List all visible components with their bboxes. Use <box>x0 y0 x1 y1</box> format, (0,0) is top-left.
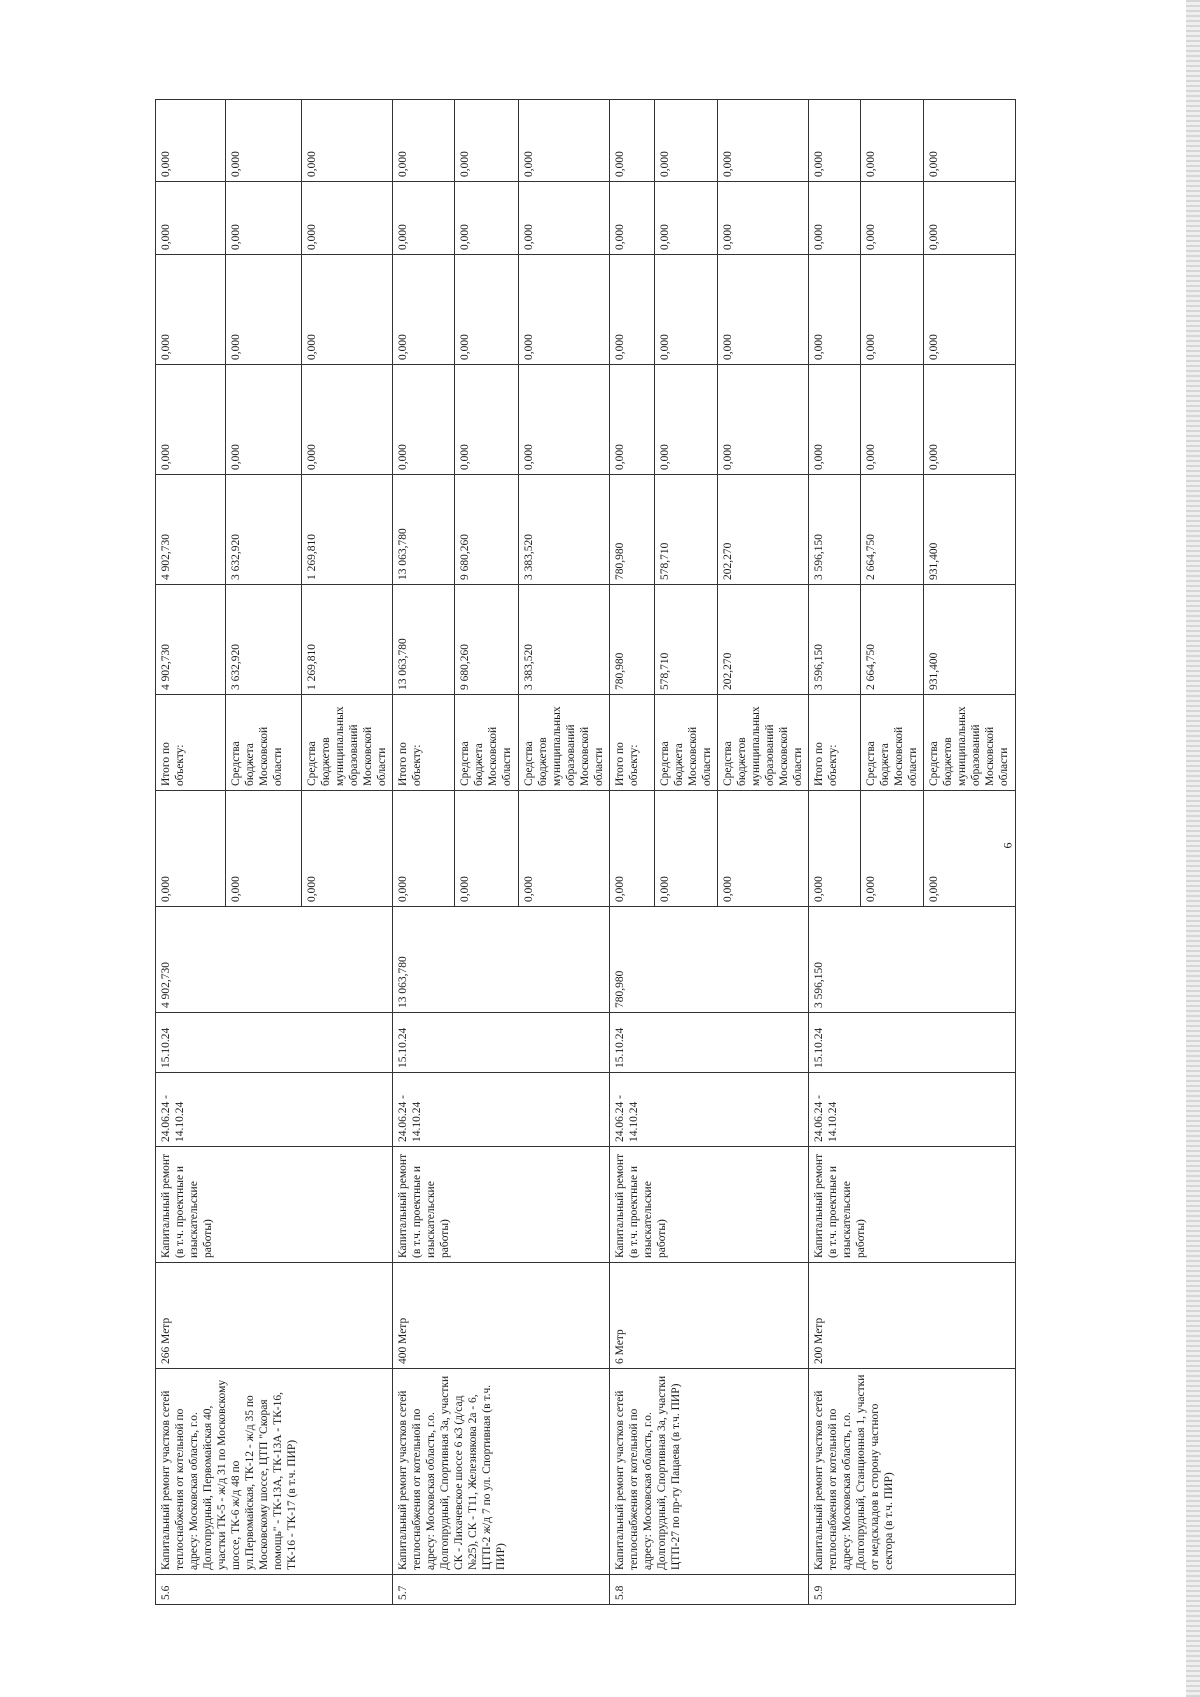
year-2: 0,000 <box>226 365 302 475</box>
object-name: Капитальный ремонт участков сетей теплоснабжения от котельной по адресу: Московская область, г.о. Долгопрудный, Станционная 1, участки от медскладов в сторону частного сектора (в т.ч. ПИР) <box>809 1369 1015 1575</box>
year-3: 0,000 <box>519 255 610 365</box>
year-4: 0,000 <box>156 182 226 255</box>
funding-source: Средства бюджетов муниципальных образований Московской области <box>302 695 393 791</box>
funding-source: Средства бюджетов муниципальных образований Московской области <box>718 695 809 791</box>
year-4: 0,000 <box>455 182 519 255</box>
page-number: 6 <box>1000 842 1015 849</box>
row-number: 5.9 <box>809 1575 1015 1605</box>
objects-table <box>155 99 1016 1605</box>
funded: 0,000 <box>861 791 924 907</box>
object-name: Капитальный ремонт участков сетей теплоснабжения от котельной по адресу: Московская область, г.о. Долгопрудный, Спортивная 3а, участки СК - Лихачевское шоссе 6 к3 (д/сад №25), СК - Т11, Железнякова 2а - 6, ЦТП-2 ж/д 7 по ул. Спортивная (в т.ч. ПИР) <box>393 1369 610 1575</box>
funded: 0,000 <box>610 791 655 907</box>
funding-source: Итого по объекту: <box>610 695 655 791</box>
total: 2 664,750 <box>861 585 924 695</box>
year-2: 0,000 <box>718 365 809 475</box>
year-5: 0,000 <box>610 100 655 182</box>
commission-date: 15.10.24 <box>809 1013 1015 1073</box>
funded: 0,000 <box>156 791 226 907</box>
funded: 0,000 <box>809 791 861 907</box>
year-2: 0,000 <box>861 365 924 475</box>
year-4: 0,000 <box>924 182 1015 255</box>
commission-date: 15.10.24 <box>610 1013 809 1073</box>
year-1: 13 063,780 <box>393 475 455 585</box>
year-1: 2 664,750 <box>861 475 924 585</box>
funded: 0,000 <box>226 791 302 907</box>
cost: 780,980 <box>610 907 809 1013</box>
year-5: 0,000 <box>455 100 519 182</box>
funded: 0,000 <box>455 791 519 907</box>
year-3: 0,000 <box>156 255 226 365</box>
year-3: 0,000 <box>861 255 924 365</box>
cost: 13 063,780 <box>393 907 610 1013</box>
year-1: 9 680,260 <box>455 475 519 585</box>
year-3: 0,000 <box>302 255 393 365</box>
total: 9 680,260 <box>455 585 519 695</box>
year-5: 0,000 <box>519 100 610 182</box>
cost: 3 596,150 <box>809 907 1015 1013</box>
year-1: 202,270 <box>718 475 809 585</box>
work-period: 24.06.24 - 14.10.24 <box>393 1073 610 1147</box>
year-5: 0,000 <box>393 100 455 182</box>
total: 3 383,520 <box>519 585 610 695</box>
commission-date: 15.10.24 <box>156 1013 393 1073</box>
year-2: 0,000 <box>302 365 393 475</box>
year-1: 3 596,150 <box>809 475 861 585</box>
object-name: Капитальный ремонт участков сетей теплоснабжения от котельной по адресу: Московская область, г.о. Долгопрудный, Спортивная 3а, участки ЦТП-27 по пр-ту Пацаева (в т.ч. ПИР) <box>610 1369 809 1575</box>
funded: 0,000 <box>655 791 718 907</box>
scan-edge <box>1186 0 1200 1697</box>
row-number: 5.8 <box>610 1575 809 1605</box>
year-3: 0,000 <box>455 255 519 365</box>
total: 3 632,920 <box>226 585 302 695</box>
year-1: 931,400 <box>924 475 1015 585</box>
year-3: 0,000 <box>718 255 809 365</box>
year-1: 3 632,920 <box>226 475 302 585</box>
total: 3 596,150 <box>809 585 861 695</box>
total: 1 269,810 <box>302 585 393 695</box>
object-name: Капитальный ремонт участков сетей теплоснабжения от котельной по адресу: Московская область, г.о. Долгопрудный, Первомайская 40, участки ТК-5 - ж/д 31 по Московскому шоссе, ТК-6 ж/д 48 по ул.Первомайская, ТК-12 - ж/д 35 по Московскому шоссе, ЦТП "Скорая помощь" - ТК-13А, ТК-13А - ТК-16, ТК-16 - ТК-17 (в т.ч. ПИР) <box>156 1369 393 1575</box>
year-2: 0,000 <box>455 365 519 475</box>
year-3: 0,000 <box>226 255 302 365</box>
year-2: 0,000 <box>156 365 226 475</box>
year-5: 0,000 <box>156 100 226 182</box>
capacity: 400 Метр <box>393 1263 610 1369</box>
year-3: 0,000 <box>809 255 861 365</box>
funding-source: Итого по объекту: <box>809 695 861 791</box>
year-4: 0,000 <box>519 182 610 255</box>
year-4: 0,000 <box>226 182 302 255</box>
year-4: 0,000 <box>610 182 655 255</box>
funding-source: Итого по объекту: <box>393 695 455 791</box>
work-period: 24.06.24 - 14.10.24 <box>156 1073 393 1147</box>
year-5: 0,000 <box>924 100 1015 182</box>
year-1: 578,710 <box>655 475 718 585</box>
total: 13 063,780 <box>393 585 455 695</box>
year-1: 1 269,810 <box>302 475 393 585</box>
year-4: 0,000 <box>718 182 809 255</box>
year-2: 0,000 <box>809 365 861 475</box>
funded: 0,000 <box>924 791 1015 907</box>
funding-source: Средства бюджетов муниципальных образований Московской области <box>519 695 610 791</box>
funding-source: Итого по объекту: <box>156 695 226 791</box>
rotated-table-wrapper <box>155 100 1011 1605</box>
year-3: 0,000 <box>393 255 455 365</box>
year-5: 0,000 <box>226 100 302 182</box>
year-2: 0,000 <box>655 365 718 475</box>
work-type: Капитальный ремонт (в т.ч. проектные и изыскательские работы) <box>610 1147 809 1263</box>
work-type: Капитальный ремонт (в т.ч. проектные и изыскательские работы) <box>393 1147 610 1263</box>
table-row <box>809 100 861 1605</box>
total: 578,710 <box>655 585 718 695</box>
year-4: 0,000 <box>302 182 393 255</box>
total: 4 902,730 <box>156 585 226 695</box>
year-4: 0,000 <box>809 182 861 255</box>
year-1: 3 383,520 <box>519 475 610 585</box>
year-2: 0,000 <box>519 365 610 475</box>
funded: 0,000 <box>718 791 809 907</box>
row-number: 5.7 <box>393 1575 610 1605</box>
year-3: 0,000 <box>610 255 655 365</box>
work-type: Капитальный ремонт (в т.ч. проектные и изыскательские работы) <box>809 1147 1015 1263</box>
capacity: 266 Метр <box>156 1263 393 1369</box>
work-period: 24.06.24 - 14.10.24 <box>610 1073 809 1147</box>
funded: 0,000 <box>519 791 610 907</box>
year-5: 0,000 <box>302 100 393 182</box>
year-3: 0,000 <box>924 255 1015 365</box>
table-row <box>610 100 655 1605</box>
funding-source: Средства бюджета Московской области <box>861 695 924 791</box>
year-1: 4 902,730 <box>156 475 226 585</box>
funding-source: Средства бюджета Московской области <box>655 695 718 791</box>
year-4: 0,000 <box>393 182 455 255</box>
capacity: 6 Метр <box>610 1263 809 1369</box>
funded: 0,000 <box>302 791 393 907</box>
total: 202,270 <box>718 585 809 695</box>
funding-source: Средства бюджетов муниципальных образований Московской области <box>924 695 1015 791</box>
total: 780,980 <box>610 585 655 695</box>
funded: 0,000 <box>393 791 455 907</box>
cost: 4 902,730 <box>156 907 393 1013</box>
year-2: 0,000 <box>393 365 455 475</box>
commission-date: 15.10.24 <box>393 1013 610 1073</box>
table-row <box>156 100 226 1605</box>
year-2: 0,000 <box>924 365 1015 475</box>
year-5: 0,000 <box>861 100 924 182</box>
capacity: 200 Метр <box>809 1263 1015 1369</box>
row-number: 5.6 <box>156 1575 393 1605</box>
year-1: 780,980 <box>610 475 655 585</box>
year-4: 0,000 <box>861 182 924 255</box>
work-period: 24.06.24 - 14.10.24 <box>809 1073 1015 1147</box>
work-type: Капитальный ремонт (в т.ч. проектные и изыскательские работы) <box>156 1147 393 1263</box>
year-4: 0,000 <box>655 182 718 255</box>
year-2: 0,000 <box>610 365 655 475</box>
table-row <box>393 100 455 1605</box>
year-5: 0,000 <box>809 100 861 182</box>
funding-source: Средства бюджета Московской области <box>455 695 519 791</box>
funding-source: Средства бюджета Московской области <box>226 695 302 791</box>
year-5: 0,000 <box>718 100 809 182</box>
year-5: 0,000 <box>655 100 718 182</box>
year-3: 0,000 <box>655 255 718 365</box>
total: 931,400 <box>924 585 1015 695</box>
